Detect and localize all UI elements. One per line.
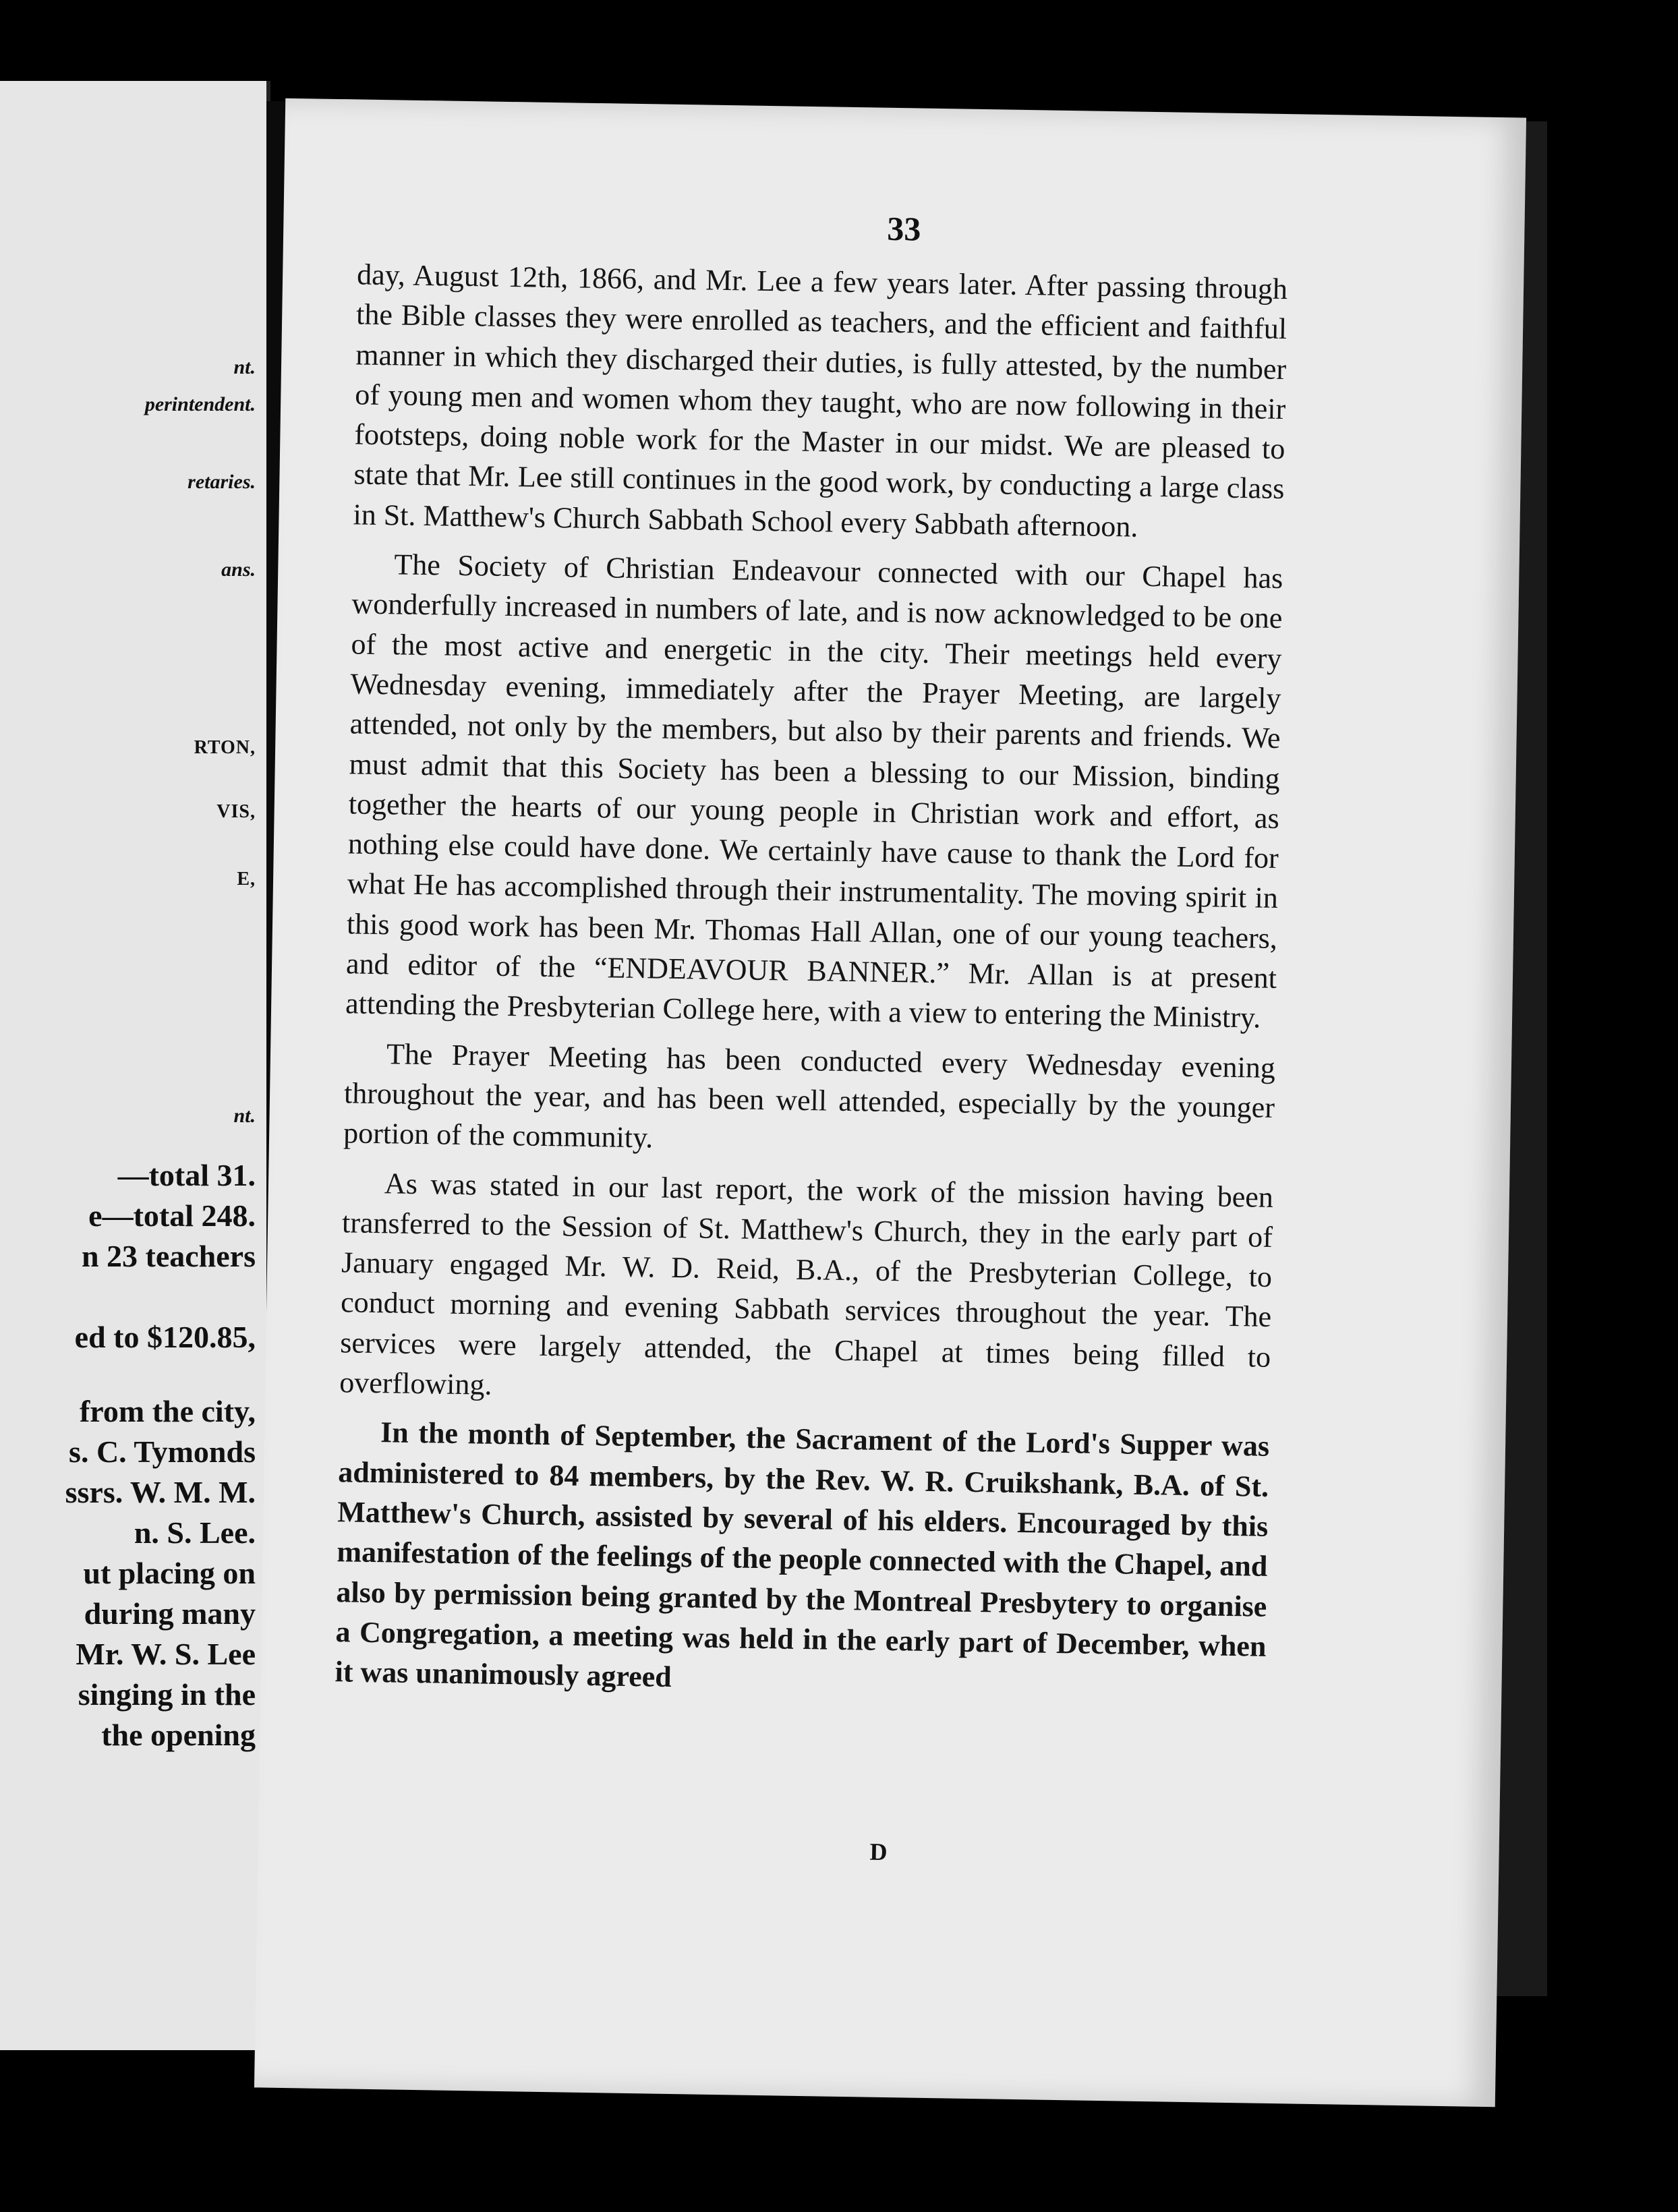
page-body bbox=[335, 254, 1288, 1716]
paragraph: The Prayer Meeting has been conducted every Wednesday evening throughout the year, and has been well attended, especially by the younger portion of the community. bbox=[343, 1037, 1276, 1155]
left-page-fragment: the opening bbox=[101, 1718, 256, 1752]
signature-mark: D bbox=[869, 1838, 888, 1866]
left-page-fragment: ed to $120.85, bbox=[74, 1320, 256, 1354]
left-page-fragment: from the city, bbox=[79, 1394, 256, 1428]
left-page-fragment: n. S. Lee. bbox=[134, 1515, 256, 1550]
left-page-fragment: retaries. bbox=[187, 471, 256, 493]
paragraph: day, August 12th, 1866, and Mr. Lee a few years later. After passing through the Bible classes they were enrolled as teachers, and the efficient and faithful manner in which they discharged their duties, is fully attested, by the number of young men and women whom they taught, who are now following in their footsteps, doing noble work for the Master in our midst. We are pleased to state that Mr. Lee still continues in the good work, by conducting a large class in St. Matthew's Church Sabbath School every Sabbath afternoon. bbox=[353, 258, 1288, 544]
paragraph: The Society of Christian Endeavour connected with our Chapel has wonderfully increased in numbers of late, and is now acknowledged to be one of the most active and energetic in the city. Their meetings held every Wednesday evening, immediately after the Prayer Meeting, are largely attended, not only by the members, but also by their parents and friends. We must admit that this Society has been a blessing to our Mission, binding together the hearts of our young people in Christian work and effort, as nothing else could have done. We certainly have cause to thank the Lord for what He has accomplished through their instrumentality. The moving spirit in this good work has been Mr. Thomas Hall Allan, one of our young teachers, and editor of the “ENDEAVOUR BANNER.” Mr. Allan is at present attending the Presbyterian College here, with a view to entering the Ministry. bbox=[345, 548, 1283, 1035]
left-page-fragment: e—total 248. bbox=[88, 1198, 256, 1233]
left-page-fragment: VIS, bbox=[216, 801, 256, 822]
page-number: 33 bbox=[886, 209, 921, 248]
left-page-fragment: singing in the bbox=[78, 1677, 256, 1712]
facing-page-left bbox=[0, 81, 270, 2050]
left-page-fragment: ssrs. W. M. M. bbox=[65, 1475, 256, 1509]
book-page bbox=[254, 98, 1526, 2107]
left-page-fragment: —total 31. bbox=[117, 1158, 256, 1192]
left-page-fragment: nt. bbox=[233, 1105, 256, 1127]
left-page-fragment: ut placing on bbox=[83, 1556, 256, 1590]
left-page-fragment: during many bbox=[84, 1596, 256, 1631]
left-page-fragment: n 23 teachers bbox=[81, 1239, 256, 1273]
left-page-fragment: RTON, bbox=[194, 737, 256, 758]
left-page-fragment: nt. bbox=[233, 356, 256, 378]
left-page-fragment: E, bbox=[237, 869, 256, 890]
left-page-fragment: s. C. Tymonds bbox=[69, 1434, 256, 1469]
left-page-fragment: ans. bbox=[221, 558, 256, 581]
paragraph: As was stated in our last report, the work of the mission having been transferred to the Session of St. Matthew's Church, they in the early part of January engaged Mr. W. D. Reid, B.A., of the Presbyterian College, to conduct morning and evening Sabbath services throughout the year. The services were largely attended, the Chapel at times being filled to overflowing. bbox=[339, 1166, 1274, 1401]
left-page-fragment: Mr. W. S. Lee bbox=[76, 1637, 256, 1671]
left-page-fragment: perintendent. bbox=[144, 393, 256, 415]
paragraph: In the month of September, the Sacrament of the Lord's Supper was administered to 84 members, by the Rev. W. R. Cruikshank, B.A. of St. Matthew's Church, assisted by several of his elders. Encouraged by this manifestation of the feelings of the people connected with the Chapel, and also by permission being granted by the Montreal Presbytery to organise a Congregation, a meeting was held in the early part of December, when it was unanimously agreed bbox=[335, 1416, 1270, 1694]
